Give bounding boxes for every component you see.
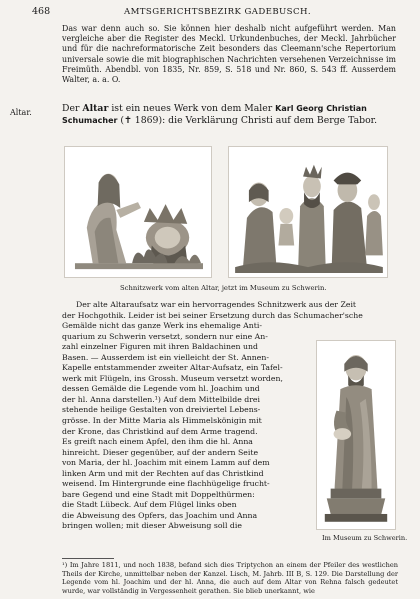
body-line: Es greift nach einem Apfel, den ihm die hl. Anna: [62, 437, 253, 447]
body-line: der hl. Anna darstellen.¹) Auf dem Mittelbilde drei: [62, 394, 260, 404]
margin-label-altar: Altar.: [10, 108, 32, 117]
body-line: von Maria, der hl. Joachim mit einem Lamm auf dem: [62, 458, 270, 468]
page-header: [32, 6, 392, 20]
footnote: ¹) Im Jahre 1811, und noch 1838, befand sich dies Triptychon an einem der Pfeiler des westlichen Theils der Kirche, unmittelbar neben der Kanzel. Lisch, M. Jahrb. III B, S. 129. Die Darstellung der Legende vom hl. Joachim und der hl. Anna, die auch auf dem Altar von Rehna falsch gedeutet wurde, war vollständig in Vergessenheit gerathen. Sie blieb unerkannt, wie: [62, 561, 398, 595]
artist-name: Karl Georg Christian Schumacher: [62, 104, 367, 125]
body-line: die Abweisung des Opfers, das Joachim und Anna: [62, 510, 258, 520]
statue-photo: [316, 340, 396, 530]
footnote-rule: [62, 558, 114, 559]
body-line: grösse. In der Mitte Maria als Himmelskönigin mit: [62, 416, 262, 426]
statue-illustration: [317, 341, 395, 529]
body-line: weisend. Im Hintergrunde eine flachhügelige frucht-: [62, 479, 270, 489]
body-line: stehende heilige Gestalten von dreiviertel Lebens-: [62, 405, 261, 415]
body-line: der Hochgothik. Leider ist bei seiner Ersetzung durch das Schumacher'sche: [62, 310, 363, 320]
body-line: die Stadt Lübeck. Auf dem Flügel links oben: [62, 500, 237, 510]
running-head: AMTSGERICHTSBEZIRK GADEBUSCH.: [124, 7, 311, 17]
body-line: der Krone, das Christkind auf dem Arme tragend.: [62, 426, 258, 436]
body-line: dessen Gemälde die Legende vom hl. Joachim und: [62, 384, 260, 394]
carving-right-illustration: [229, 147, 387, 277]
figure-caption-right: Im Museum zu Schwerin.: [322, 534, 408, 542]
carving-photo-right: [228, 146, 388, 278]
intro-paragraph: Das war denn auch so. Sie können hier deshalb nicht aufgeführt werden. Man vergleiche aber die Register des Meckl. Urkundenbuches, der Meckl. Jahrbücher und für die nachreformatorische Zeit besonders das Cleemann'sche Repertorium universale sowie die mit biographischen Nachrichten versehenen Verzeichnisse im Freimüth. Abendbl. von 1835, Nr. 859, S. 518 und Nr. 860, S. 543 ff. Ausserdem Walter, a. a. O.: [62, 24, 396, 85]
body-line: linken Arm und mit der Rechten auf das Christkind: [62, 468, 264, 478]
body-line: bringen wollen; mit dieser Abweisung soll die: [62, 521, 242, 531]
body-line: quarium zu Schwerin versetzt, sondern nur eine An-: [62, 331, 268, 341]
body-line: Kapelle entstammender zweiter Altar-Aufsatz, ein Tafel-: [62, 363, 283, 373]
altar-lead-der: Der: [62, 103, 80, 114]
body-line: zahl einzelner Figuren mit ihren Baldachinen und: [62, 342, 258, 352]
altar-lead-mid: ist ein neues Werk von dem Maler: [111, 103, 273, 114]
figure-caption-top: Schnitzwerk vom alten Altar, jetzt im Museum zu Schwerin.: [120, 284, 327, 292]
body-paragraph: [62, 300, 363, 532]
body-line: bare Gegend und eine Stadt mit Doppelthürmen:: [62, 489, 255, 499]
page-number: 468: [32, 6, 51, 17]
body-line: Der alte Altaraufsatz war ein hervorragendes Schnitzwerk aus der Zeit: [76, 300, 357, 309]
body-line: Basen. — Ausserdem ist ein vielleicht der St. Annen-: [62, 352, 269, 362]
altar-term: Altar: [82, 103, 109, 114]
body-line: hinreicht. Dieser gegenüber, auf der andern Seite: [62, 447, 259, 457]
body-line: Gemälde nicht das ganze Werk ins ehemalige Anti-: [62, 321, 262, 331]
body-line: werk mit Flügeln, ins Grossh. Museum versetzt worden,: [62, 373, 283, 383]
carving-left-illustration: [65, 147, 211, 277]
carving-photo-left: [64, 146, 212, 278]
altar-lead-rest: (✝ 1869): die Verklärung Christi auf dem Berge Tabor.: [120, 115, 378, 126]
altar-paragraph: [62, 103, 396, 127]
